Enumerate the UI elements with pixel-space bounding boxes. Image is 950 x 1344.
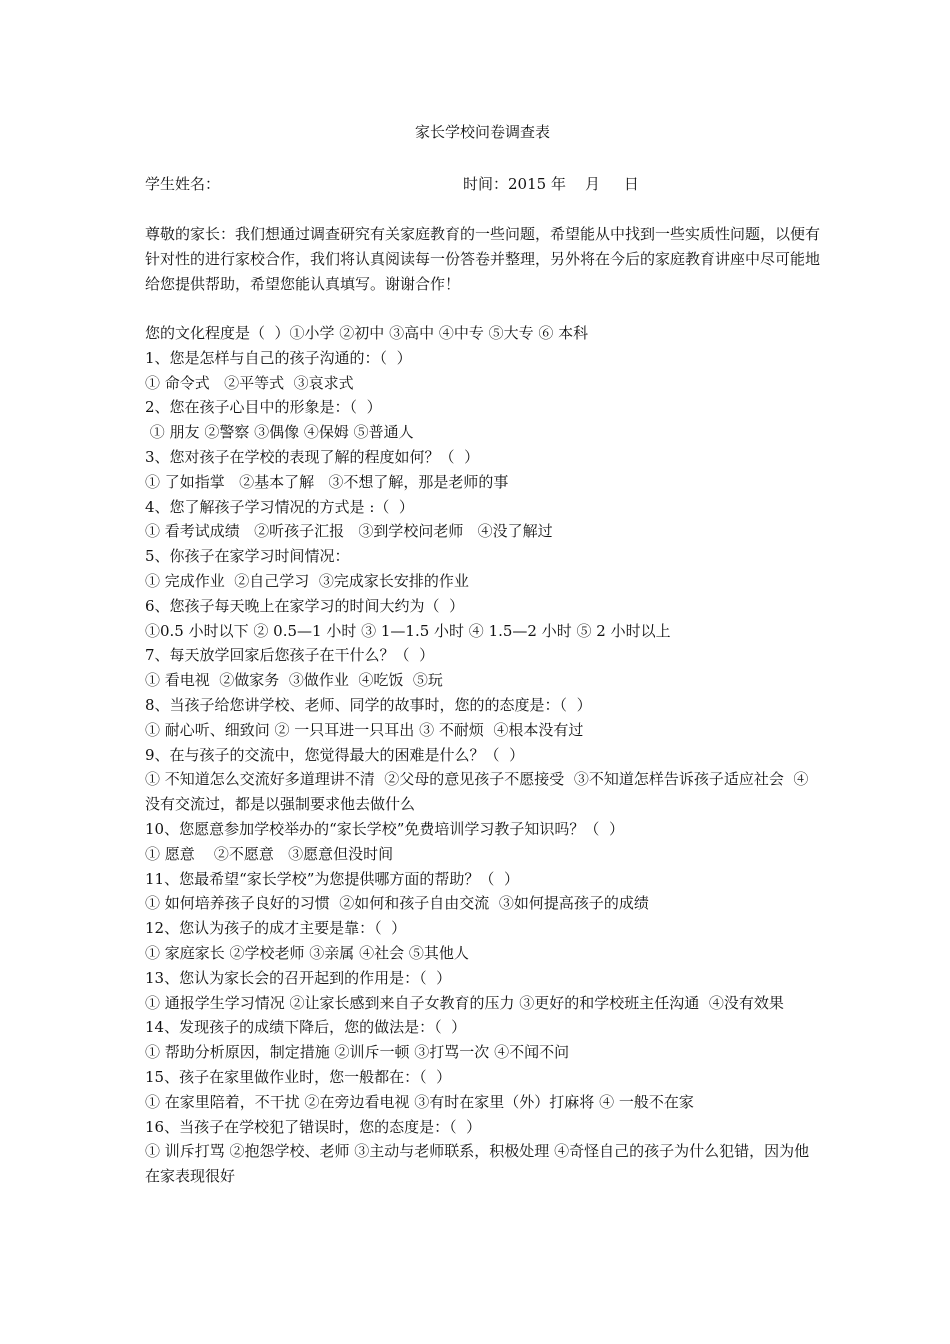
question-line: ① 通报学生学习情况 ②让家长感到来自子女教育的压力 ③更好的和学校班主任沟通 ④没有效果 [145, 993, 784, 1012]
question-line: 10、您愿意参加学校举办的“家长学校”免费培训学习教子知识吗？（ ） [145, 819, 624, 838]
question-line: ① 训斥打骂 ②抱怨学校、老师 ③主动与老师联系，积极处理 ④奇怪自己的孩子为什么犯错，因为他在家表现很好 [145, 1142, 810, 1186]
question-line: ① 不知道怎么交流好多道理讲不清 ②父母的意见孩子不愿接受 ③不知道怎样告诉孩子适应社会 ④没有交流过，都是以强制要求他去做什么 [145, 770, 809, 814]
question-line: ① 了如指掌 ②基本了解 ③不想了解，那是老师的事 [145, 472, 509, 491]
question-line: ① 在家里陪着，不干扰 ②在旁边看电视 ③有时在家里（外）打麻将 ④ 一般不在家 [145, 1092, 694, 1111]
question-line: ① 帮助分析原因，制定措施 ②训斥一顿 ③打骂一次 ④不闻不问 [145, 1043, 570, 1062]
question-line: 11、您最希望“家长学校”为您提供哪方面的帮助？（ ） [145, 869, 519, 888]
question-line: 14、发现孩子的成绩下降后，您的做法是：（ ） [145, 1018, 467, 1037]
question-line: ① 看考试成绩 ②听孩子汇报 ③到学校问老师 ④没了解过 [145, 522, 553, 541]
document-page [145, 120, 820, 1189]
question-line: ① 命令式 ②平等式 ③哀求式 [145, 373, 354, 392]
question-line: ① 朋友 ②警察 ③偶像 ④保姆 ⑤普通人 [145, 423, 414, 442]
question-line: 3、您对孩子在学校的表现了解的程度如何？（ ） [145, 447, 480, 466]
question-line: 8、当孩子给您讲学校、老师、同学的故事时，您的的态度是：（ ） [145, 695, 592, 714]
student-name-label: 学生姓名： [145, 175, 221, 193]
question-line: 9、在与孩子的交流中，您觉得最大的困难是什么？（ ） [145, 745, 525, 764]
date-label: 时间：2015 年 月 日 [463, 175, 639, 193]
question-line: 6、您孩子每天晚上在家学习的时间大约为（ ） [145, 596, 465, 615]
question-line: 2、您在孩子心目中的形象是：（ ） [145, 398, 382, 417]
question-line: 7、每天放学回家后您孩子在干什么？（ ） [145, 646, 435, 665]
header-fields [145, 172, 820, 196]
question-line: 4、您了解孩子学习情况的方式是 :（ ） [145, 497, 414, 516]
question-line: 5、你孩子在家学习时间情况： [145, 547, 350, 566]
question-line: ① 如何培养孩子良好的习惯 ②如何和孩子自由交流 ③如何提高孩子的成绩 [145, 894, 649, 913]
document-title: 家长学校问卷调查表 [414, 123, 550, 141]
intro-paragraph: 尊敬的家长：我们想通过调查研究有关家庭教育的一些问题，希望能从中找到一些实质性问题，以便有针对性的进行家校合作，我们将认真阅读每一份答卷并整理，另外将在今后的家庭教育讲座中尽可能地给您提供帮助，希望您能认真填写。谢谢合作！ [145, 225, 821, 293]
question-list [145, 321, 820, 1189]
question-line: ① 家庭家长 ②学校老师 ③亲属 ④社会 ⑤其他人 [145, 943, 469, 962]
question-line: ① 完成作业 ②自己学习 ③完成家长安排的作业 [145, 571, 469, 590]
question-line: ① 看电视 ②做家务 ③做作业 ④吃饭 ⑤玩 [145, 671, 443, 690]
question-line: ① 耐心听、细致问 ② 一只耳进一只耳出 ③ 不耐烦 ④根本没有过 [145, 720, 584, 739]
question-line: ① 愿意 ②不愿意 ③愿意但没时间 [145, 844, 394, 863]
question-line: ①0.5 小时以下 ② 0.5—1 小时 ③ 1—1.5 小时 ④ 1.5—2 小时 ⑤ 2 小时以上 [145, 621, 671, 640]
question-line: 16、当孩子在学校犯了错误时，您的态度是：（ ） [145, 1117, 482, 1136]
question-line: 12、您认为孩子的成才主要是靠：（ ） [145, 919, 407, 938]
question-line: 1、您是怎样与自己的孩子沟通的：（ ） [145, 348, 412, 367]
question-line: 您的文化程度是（ ）①小学 ②初中 ③高中 ④中专 ⑤大专 ⑥ 本科 [145, 324, 589, 342]
question-line: 15、孩子在家里做作业时，您一般都在：（ ） [145, 1067, 452, 1086]
question-line: 13、您认为家长会的召开起到的作用是：（ ） [145, 968, 452, 987]
